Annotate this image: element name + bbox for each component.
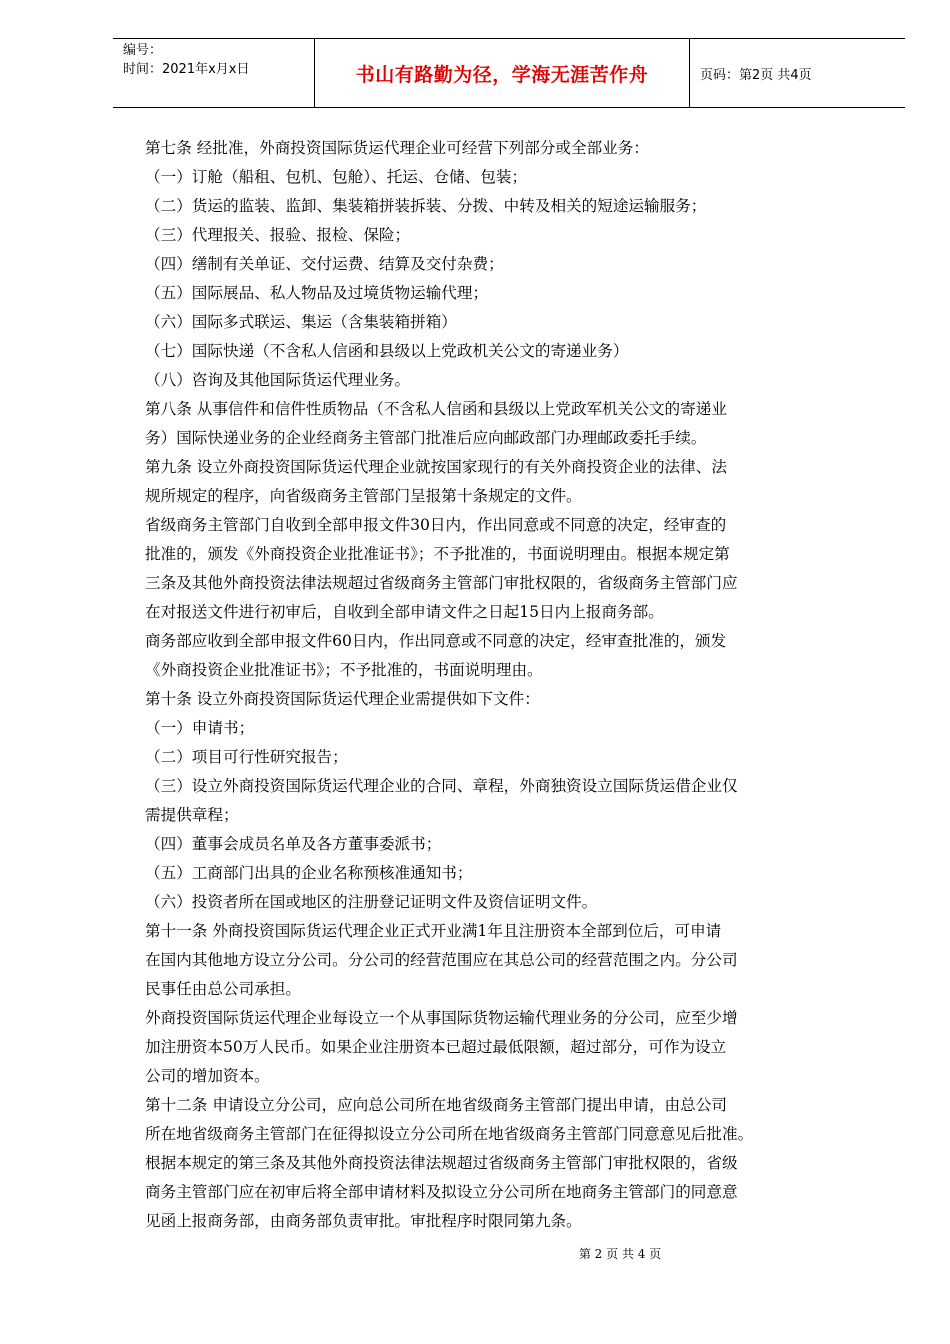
text-line: 加注册资本50万人民币。如果企业注册资本已超过最低限额，超过部分，可作为设立 <box>145 1038 727 1056</box>
header-motto: 书山有路勤为径，学海无涯苦作舟 <box>355 63 649 86</box>
text-line: 第八条 从事信件和信件性质物品（不含私人信函和县级以上党政军机关公文的寄递业 <box>145 400 727 418</box>
text-line: （二）货运的监装、监卸、集装箱拼装拆装、分拨、中转及相关的短途运输服务； <box>145 197 707 215</box>
text-line: （四）缮制有关单证、交付运费、结算及交付杂费； <box>145 255 504 273</box>
document-time-label: 时间：2021年x月x日 <box>123 62 250 77</box>
text-line: 《外商投资企业批准证书》；不予批准的，书面说明理由。 <box>145 661 543 679</box>
text-line: （七）国际快递（不含私人信函和县级以上党政机关公文的寄递业务） <box>145 342 629 360</box>
header-page-label: 页码：第2页 共4页 <box>700 67 812 83</box>
document-number-label: 编号： <box>123 43 163 58</box>
document-body <box>145 134 873 1236</box>
text-line: 在国内其他地方设立分公司。分公司的经营范围应在其总公司的经营范围之内。分公司 <box>145 951 738 969</box>
header-meta <box>113 39 314 107</box>
text-line: 见函上报商务部，由商务部负责审批。审批程序时限同第九条。 <box>145 1212 582 1230</box>
text-line: （一）申请书； <box>145 719 255 737</box>
text-line: 第九条 设立外商投资国际货运代理企业就按国家现行的有关外商投资企业的法律、法 <box>145 458 727 476</box>
text-line: 民事任由总公司承担。 <box>145 980 301 998</box>
text-line: 三条及其他外商投资法律法规超过省级商务主管部门审批权限的，省级商务主管部门应 <box>145 574 738 592</box>
text-line: （一）订舱（船租、包机、包舱）、托运、仓储、包装； <box>145 168 528 186</box>
text-line: 在对报送文件进行初审后，自收到全部申请文件之日起15日内上报商务部。 <box>145 603 664 621</box>
text-line: （三）代理报关、报验、报检、保险； <box>145 226 411 244</box>
text-line: 务）国际快递业务的企业经商务主管部门批准后应向邮政部门办理邮政委托手续。 <box>145 429 707 447</box>
text-line: （二）项目可行性研究报告； <box>145 748 348 766</box>
text-line: 第十条 设立外商投资国际货运代理企业需提供如下文件： <box>145 690 540 708</box>
text-line: （八）咨询及其他国际货运代理业务。 <box>145 371 411 389</box>
text-line: （五）国际展品、私人物品及过境货物运输代理； <box>145 284 489 302</box>
text-line: 需提供章程； <box>145 806 239 824</box>
text-line: 所在地省级商务主管部门在征得拟设立分公司所在地省级商务主管部门同意意见后批准。 <box>145 1125 754 1143</box>
text-line: （三）设立外商投资国际货运代理企业的合同、章程，外商独资设立国际货运借企业仅 <box>145 777 738 795</box>
document-header <box>113 38 905 108</box>
text-line: 批准的，颁发《外商投资企业批准证书》；不予批准的，书面说明理由。根据本规定第 <box>145 545 730 563</box>
text-line: 第七条 经批准，外商投资国际货运代理企业可经营下列部分或全部业务： <box>145 139 649 157</box>
text-line: 第十一条 外商投资国际货运代理企业正式开业满1年且注册资本全部到位后，可申请 <box>145 922 722 940</box>
text-line: （四）董事会成员名单及各方董事委派书； <box>145 835 442 853</box>
page-footer: 第 2 页 共 4 页 <box>578 1247 662 1261</box>
text-line: （五）工商部门出具的企业名称预核准通知书； <box>145 864 473 882</box>
header-motto-cell <box>314 39 690 107</box>
text-line: 外商投资国际货运代理企业每设立一个从事国际货物运输代理业务的分公司，应至少增 <box>145 1009 738 1027</box>
text-line: （六）国际多式联运、集运（含集装箱拼箱） <box>145 313 457 331</box>
text-line: 规所规定的程序，向省级商务主管部门呈报第十条规定的文件。 <box>145 487 582 505</box>
text-line: 公司的增加资本。 <box>145 1067 270 1085</box>
text-line: 商务主管部门应在初审后将全部申请材料及拟设立分公司所在地商务主管部门的同意意 <box>145 1183 738 1201</box>
text-line: 省级商务主管部门自收到全部申报文件30日内，作出同意或不同意的决定，经审查的 <box>145 516 727 534</box>
text-line: 第十二条 申请设立分公司，应向总公司所在地省级商务主管部门提出申请，由总公司 <box>145 1096 727 1114</box>
text-line: 商务部应收到全部申报文件60日内，作出同意或不同意的决定，经审查批准的，颁发 <box>145 632 727 650</box>
header-page-cell <box>690 39 905 107</box>
text-line: （六）投资者所在国或地区的注册登记证明文件及资信证明文件。 <box>145 893 598 911</box>
text-line: 根据本规定的第三条及其他外商投资法律法规超过省级商务主管部门审批权限的，省级 <box>145 1154 738 1172</box>
